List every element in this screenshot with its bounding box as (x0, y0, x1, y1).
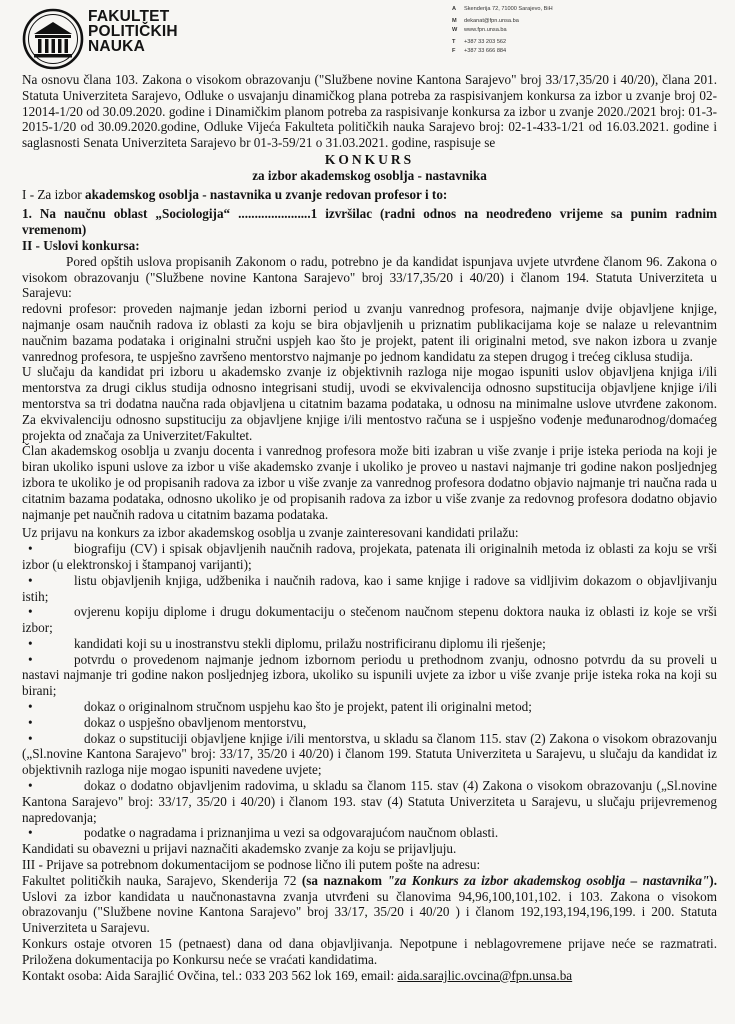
faculty-name (88, 9, 178, 54)
contact-person: Kontakt osoba: Aida Sarajlić Ovčina, tel.: 033 203 562 lok 169, email: aida.sarajlic.ovcina@fpn.unsa.ba (22, 967, 573, 983)
list-item: •ovjerenu kopiju diplome i drugu dokumentaciju o stečenom naučnom stepenu doktora nauka iz oblasti iz koje se vrši izbor; (22, 604, 717, 636)
section-1-item: 1. Na naučnu oblast „Sociologija“ ......................1 izvršilac (radni odnos na neodređeno vrijeme sa punim radnim vremenom) (22, 206, 717, 238)
contact-line: T +387 33 203 562 (452, 39, 507, 46)
contact-line: W www.fpn.unsa.ba (452, 26, 507, 33)
list-item: •kandidati koji su u inostranstvu stekli diplomu, prilažu nostrificiranu diplomu ili rješenje; (22, 636, 717, 652)
contact-block (452, 5, 553, 55)
required-documents-list (22, 541, 717, 841)
document-title: KONKURS (324, 151, 415, 167)
list-item: •dokaz o dodatno objavljenim radovima, u skladu sa članom 115. stav (4) Zakona o visokom obrazovanju („Sl.novine Kantona Sarajevo" broj: 33/17, 35/20 i 40/20) i članom 193. stav (4) Statuta Univerziteta u Sarajevu, u slučaju prijevremenog napredovanja; (22, 778, 717, 825)
list-item: •potvrdu o provedenom najmanje jednom izbornom periodu u prethodnom zvanju, odnosno potvrdu da su proveli u nastavi najmanje tri godine nakon posljednjeg izbora, ukoliko su ispunili uvjete za izbor u više zvanje prije isteka roka na koji su birani; (22, 652, 717, 699)
section-2-paragraph: Član akademskog osoblja u zvanju docenta i vanrednog profesora može biti izabran u više zvanje i prije isteka perioda na koji je biran ukoliko ispuni uslove za izbor u više akademsko zvanje i ukoliko je proveo u nastavi najmanje tri godine nakon posljednjeg izbora te ukoliko je od propisanih radova za izbor u više zvanje za vanrednog profesora dodatno objavio najmanje tri naučna rada u citatnim bazama podataka, odnosno ukoliko je od propisanih radova za izbor u više zvanje za redovnog profesora dodatno objavio najmanje pet naučnih radova u citatnim bazama podataka. (22, 443, 717, 522)
faculty-name-line: FAKULTET (88, 8, 170, 25)
bullet-icon (22, 652, 74, 668)
section-2-paragraph: Uz prijavu na konkurs za izbor akademskog osoblja u zvanje zainteresovani kandidati prilažu: (22, 525, 519, 541)
contact-line: A Skenderija 72, 71000 Sarajevo, BiH (452, 6, 553, 12)
list-item: •dokaz o uspješno obavljenom mentorstvu, (22, 715, 717, 731)
bullet-icon (22, 778, 84, 794)
section-2-paragraph: redovni profesor: proveden najmanje jedan izborni period u zvanju vanrednog profesora, najmanje dvije objavljene knjige, najmanje osam naučnih radova iz oblasti za koju se bira objavljenih u priznatim publikacijama koje se nalaze u relevantnim naučnim bazama podataka i originalni stručni uspjeh kao što je projekt, patent ili originalni metod, sve nakon izbora u zvanje vanrednog profesora, te uspješno završeno mentorstvo najmanje po jednom kandidatu za stepen drugog i trećeg ciklusa studija. (22, 301, 717, 364)
section-1-heading: I - Za izbor akademskog osoblja - nastavnika u zvanje redovan profesor i to: (22, 186, 448, 202)
bullet-icon (22, 731, 84, 747)
list-item: •podatke o nagradama i priznanjima u vezi sa odgovarajućom naučnom oblasti. (22, 825, 717, 841)
bullet-icon (22, 636, 74, 652)
section-3-address: Fakultet političkih nauka, Sarajevo, Skenderija 72 (sa naznakom "za Konkurs za izbor akademskog osoblja – nastavnika"). Uslovi za izbor kandidata u naučnonastavna zvanja utvrđeni su članovima 94,96,100,101,102. i 103. Zakona o visokom obrazovanju ("Službene novine Kantona Sarajevo" broj 33/17, 35/20 i 40/20 ) i članom 192,193,194,196,199. i 200. Statuta Univerziteta u Sarajevu. (22, 872, 717, 936)
faculty-name-line: POLITIČKIH (88, 23, 178, 40)
section-2-closing: Kandidati su obavezni u prijavi naznačiti akademsko zvanje za koju se prijavljuju. (22, 841, 457, 857)
contact-email-link[interactable]: aida.sarajlic.ovcina@fpn.unsa.ba (397, 967, 573, 983)
list-item: •dokaz o originalnom stručnom uspjehu kao što je projekt, patent ili originalni metod; (22, 699, 717, 715)
faculty-name-line: NAUKA (88, 38, 145, 55)
intro-paragraph: Na osnovu člana 103. Zakona o visokom obrazovanju ("Službene novine Kantona Sarajevo" broj 33/17,35/20 i 40/20), člana 201. Statuta Univerziteta Sarajevo, Odluke o usvajanju dinamičkog plana potreba za raspisivanjem konkursa za izbor u zvanje broj 02-12014-1/20 od 30.09.2020. godine i Dinamičkim planom potreba za raspisivanje konkursa za izbor u zvanje 2020./2021 broj: 01-3-2015-1/20 od 30.09.2020.godine, Odluke Vijeća Fakulteta političkih nauka Sarajevo broj: 02-1-433-1/21 od 16.03.2021. godine i saglasnosti Senata Univerziteta Sarajevo br 01-3-59/21 o 31.03.2021. godine, raspisuje se (22, 72, 717, 151)
faculty-building-logo-icon (22, 8, 84, 70)
section-3-deadline: Konkurs ostaje otvoren 15 (petnaest) dana od dana objavljivanja. Nepotpune i neblagovremene prijave neće se razmatrati. Priložena dokumentacija po Konkursu neće se vraćati kandidatima. (22, 936, 717, 967)
list-item: •dokaz o supstituciji objavljene knjige i/ili mentorstva, u skladu sa članom 115. stav (2) Zakona o visokom obrazovanju („Sl.novine Kantona Sarajevo" broj: 33/17, 35/20 i 40/20) i članom 199. Statuta Univerziteta u Sarajevu, u slučaju da kandidat iz objektivnih razloga nije mogao ispuniti navedene uvjete; (22, 731, 717, 778)
section-2-paragraph: Pored opštih uslova propisanih Zakonom o radu, potrebno je da kandidat ispunjava uvjete utvrđene članom 96. Zakona o visokom obrazovanju ("Službene novine Kantona Sarajevo" broj 33/17,35/20 i 40/20) i članom 194. Statuta Univerziteta u Sarajevu: (22, 253, 717, 301)
contact-line: M dekanat@fpn.unsa.ba (452, 18, 519, 25)
bullet-icon (22, 699, 84, 715)
section-2-paragraph: U slučaju da kandidat pri izboru u akademsko zvanje iz objektivnih razloga nije mogao ispuniti uslov objavljena knjiga i/ili mentorstva za drugi ciklus studija odnosno integrisani studij, uvodi se ekvivalencija odnosno supstitucija objavljene knjige i/ili mentorstva sa tri dodatna naučna rada objavljena u citatnim bazama podataka, u odnosu na minimalne uslove utvrđene zakonom. Za ekvivalenciju odnosno supstituciju za objavljene knjige i/ili mentostvo računa se i uspješno vođenje međunarodnog/domaćeg projekta od značaja za Univerzitet/Fakultet. (22, 364, 717, 443)
bullet-icon (22, 604, 74, 620)
bullet-icon (22, 541, 74, 557)
document-body (22, 72, 717, 983)
bullet-icon (22, 825, 84, 841)
letterhead (0, 0, 735, 74)
bullet-icon (22, 715, 84, 731)
bullet-icon (22, 573, 74, 589)
contact-line: F +387 33 666 884 (452, 47, 507, 54)
list-item: •listu objavljenih knjiga, udžbenika i naučnih radova, kao i same knjige i radove sa vidljivim dokazom o objavljivanju istih; (22, 573, 717, 605)
section-2-heading: II - Uslovi konkursa: (22, 237, 140, 253)
section-3-heading: III - Prijave sa potrebnom dokumentacijom se podnose lično ili putem pošte na adresu: (22, 857, 481, 873)
document-subtitle: za izbor akademskog osoblja - nastavnika (252, 167, 487, 183)
list-item: •biografiju (CV) i spisak objavljenih naučnih radova, projekata, patenata ili originalnih metoda iz oblasti za koju se vrši izbor (u elektronskoj i štampanoj varijanti); (22, 541, 717, 573)
